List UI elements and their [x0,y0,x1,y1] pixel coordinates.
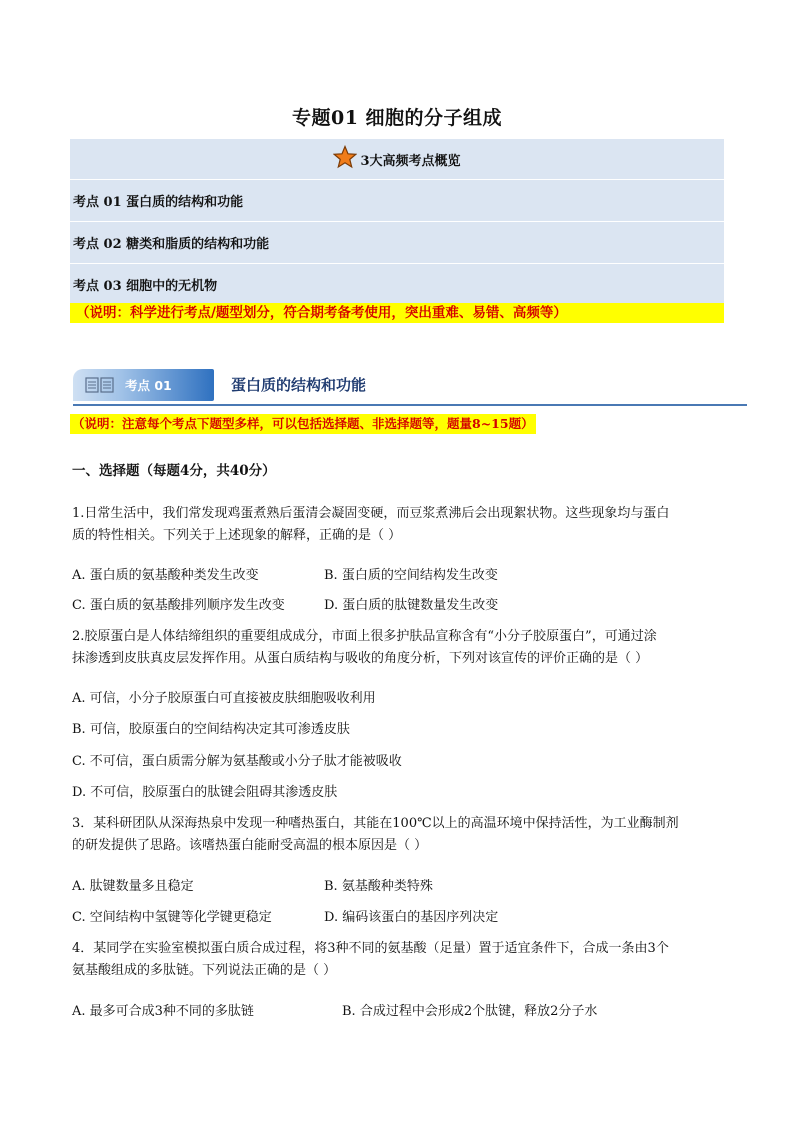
kaodian-badge [73,369,214,401]
option-b: B. 可信，胶原蛋白的空间结构决定其可渗透皮肤 [72,722,350,737]
option-a: A. 可信，小分子胶原蛋白可直接被皮肤细胞吸收利用 [72,691,376,706]
question [72,626,722,670]
question [72,938,722,982]
option-b: B. 氨基酸种类特殊 [324,879,433,894]
question-stem: 氨基酸组成的多肽链。下列说法正确的是（ ） [72,963,337,978]
kaodian-title: 蛋白质的结构和功能 [231,376,367,394]
option-a: A. 最多可合成3种不同的多肽链 [72,1004,254,1019]
kaodian-badge-label: 考点 01 [125,378,172,393]
question-stem: 质的特性相关。下列关于上述现象的解释，正确的是（ ） [72,528,402,543]
note-banner: （说明：注意每个考点下题型多样，可以包括选择题、非选择题等，题量8~15题） [70,414,536,434]
option-b: B. 蛋白质的空间结构发生改变 [324,568,498,583]
option-c: C. 蛋白质的氨基酸排列顺序发生改变 [72,598,285,613]
option-d: D. 蛋白质的肽键数量发生改变 [324,598,499,613]
page-title: 专题01 细胞的分子组成 [291,107,503,129]
section-heading: 一、选择题（每题4分，共40分） [72,463,276,479]
overview-item: 考点 02 糖类和脂质的结构和功能 [70,222,724,264]
note-banner: （说明：科学进行考点/题型划分，符合期考备考使用，突出重难、易错、高频等） [70,303,724,323]
question-stem: 4．某同学在实验室模拟蛋白质合成过程，将3种不同的氨基酸（足量）置于适宜条件下，合成一条由3个 [72,941,669,956]
overview-item: 考点 01 蛋白质的结构和功能 [70,180,724,222]
option-c: C. 不可信，蛋白质需分解为氨基酸或小分子肽才能被吸收 [72,754,402,769]
overview-header-label: 3大高频考点概览 [360,153,461,169]
option-d: D. 编码该蛋白的基因序列决定 [324,910,499,925]
question-stem: 的研发提供了思路。该嗜热蛋白能耐受高温的根本原因是（ ） [72,838,428,853]
overview-item: 考点 03 细胞中的无机物 [73,279,218,294]
option-c: C. 空间结构中氢键等化学键更稳定 [72,910,272,925]
book-icon [85,376,115,394]
overview-table [70,139,724,305]
option-b: B. 合成过程中会形成2个肽键，释放2分子水 [342,1004,598,1019]
question-stem: 1.日常生活中，我们常发现鸡蛋煮熟后蛋清会凝固变硬，而豆浆煮沸后会出现絮状物。这些现象均与蛋白 [72,506,670,521]
option-a: A. 蛋白质的氨基酸种类发生改变 [72,568,259,583]
question [72,503,722,547]
option-d: D. 不可信，胶原蛋白的肽键会阻碍其渗透皮肤 [72,785,338,800]
question [72,813,722,857]
overview-header [70,139,724,180]
question-stem: 抹渗透到皮肤真皮层发挥作用。从蛋白质结构与吸收的角度分析，下列对该宣传的评价正确的是（ ） [72,651,649,666]
option-a: A. 肽键数量多且稳定 [72,879,194,894]
divider [73,404,747,406]
star-icon [333,145,360,173]
question-stem: 3．某科研团队从深海热泉中发现一种嗜热蛋白，其能在100℃以上的高温环境中保持活性，为工业酶制剂 [72,816,679,831]
question-stem: 2.胶原蛋白是人体结缔组织的重要组成成分，市面上很多护肤品宣称含有“小分子胶原蛋白”，可通过涂 [72,629,657,644]
